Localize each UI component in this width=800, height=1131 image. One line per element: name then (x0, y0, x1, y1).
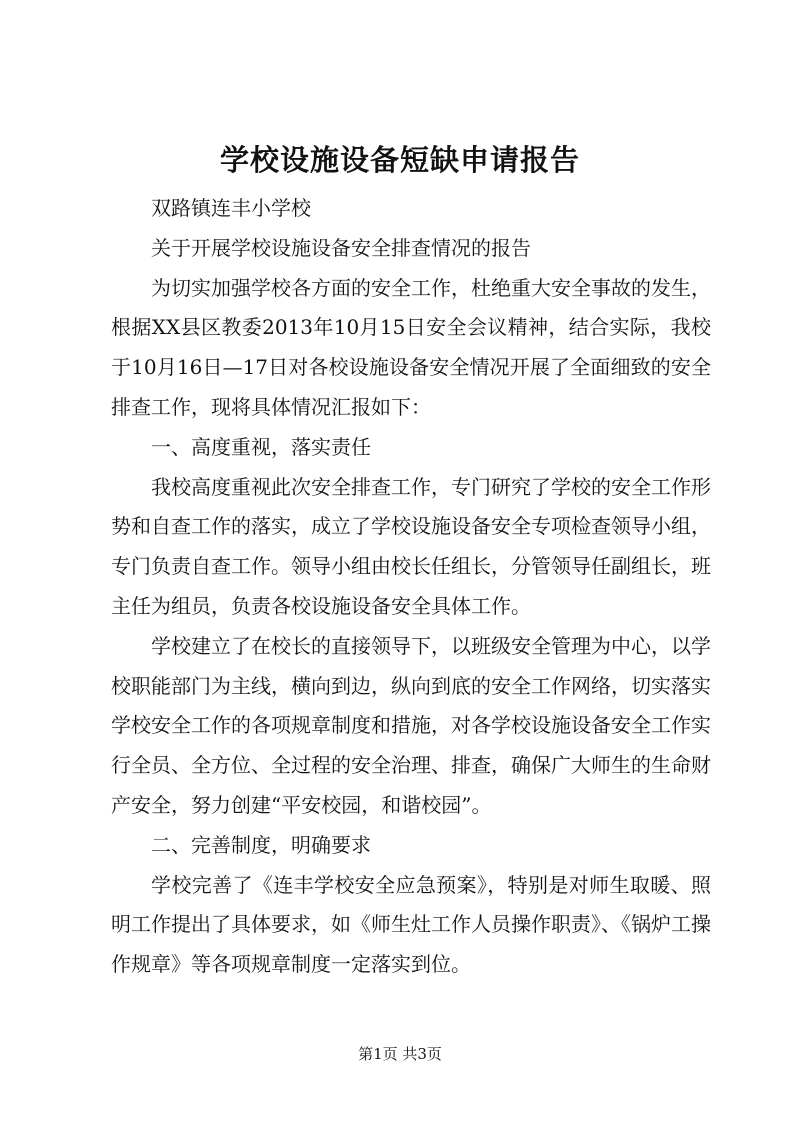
section-1-paragraph-1: 我校高度重视此次安全排查工作，专门研究了学校的安全工作形势和自查工作的落实，成立了学校设施设备安全专项检查领导小组，专门负责自查工作。领导小组由校长任组长，分管领导任副组长，班主任为组员，负责各校设施设备安全具体工作。 (111, 474, 711, 618)
document-body (111, 189, 711, 985)
section-2-paragraph-1: 学校完善了《连丰学校安全应急预案》，特别是对师生取暖、照明工作提出了具体要求，如《师生灶工作人员操作职责》、《锅炉工操作规章》等各项规章制度一定落实到位。 (111, 872, 711, 977)
page-number-footer: 第1页 共3页 (358, 1045, 442, 1063)
intro-paragraph: 为切实加强学校各方面的安全工作，杜绝重大安全事故的发生，根据XX县区教委2013年10月15日安全会议精神，结合实际，我校于10月16日—17日对各校设施设备安全情况开展了全面细致的安全排查工作，现将具体情况汇报如下： (111, 275, 711, 419)
school-name-line: 双路镇连丰小学校 (151, 196, 311, 220)
section-1-paragraph-2: 学校建立了在校长的直接领导下，以班级安全管理为中心，以学校职能部门为主线，横向到边，纵向到底的安全工作网络，切实落实学校安全工作的各项规章制度和措施，对各学校设施设备安全工作实行全员、全方位、全过程的安全治理、排查，确保广大师生的生命财产安全，努力创建“平安校园，和谐校园”。 (111, 633, 711, 817)
section-heading-1: 一、高度重视，落实责任 (151, 434, 371, 459)
section-heading-2: 二、完善制度，明确要求 (151, 832, 371, 857)
report-subject-line: 关于开展学校设施设备安全排查情况的报告 (151, 235, 531, 260)
document-title: 学校设施设备短缺申请报告 (219, 143, 580, 177)
